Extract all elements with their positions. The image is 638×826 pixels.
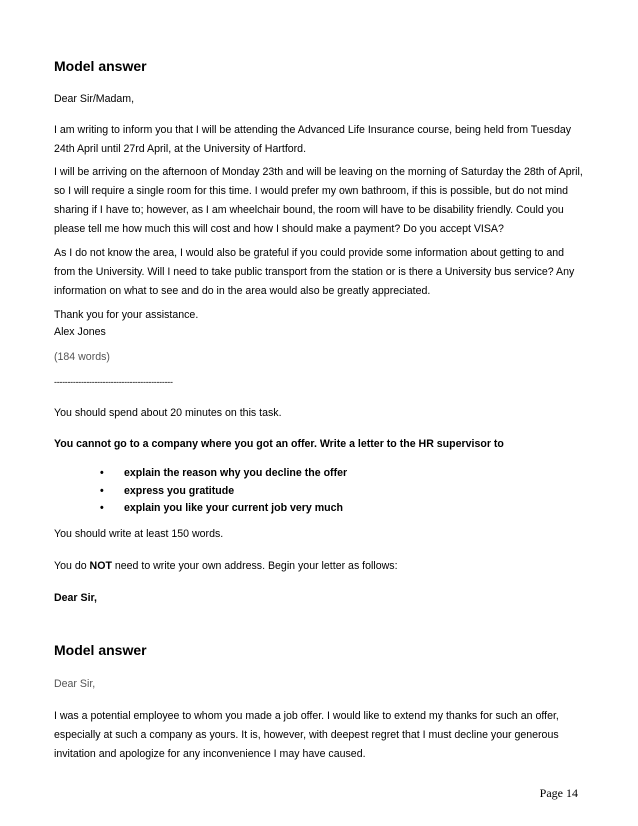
task-bullet-list (100, 465, 347, 518)
paragraph-3 (54, 244, 594, 301)
text-segment: You do (54, 560, 90, 572)
closing-block (54, 307, 594, 341)
salutation-2: Dear Sir, (54, 678, 96, 690)
bullet-item: • express you gratitude (100, 483, 347, 501)
text-line: so I will require a single room for this time. I would prefer my own bathroom, if this is possible, but do not mind (54, 185, 569, 197)
address-instruction (54, 557, 594, 576)
text-line: As I do not know the area, I would also be grateful if you could provide some information about getting to and (54, 247, 564, 259)
bullet-item: • explain you like your current job very much (100, 500, 347, 518)
section2-heading: Model answer (54, 642, 147, 658)
bullet-item: • explain the reason why you decline the offer (100, 465, 347, 483)
page-number: Page 14 (539, 786, 578, 800)
text-line: I will be arriving on the afternoon of Monday 23th and will be leaving on the morning of Saturday the 28th of April, (54, 166, 583, 178)
text-line: from the University. Will I need to take public transport from the station or is there a University bus service? Any (54, 266, 575, 278)
salutation: Dear Sir/Madam, (54, 93, 135, 105)
text-line: I was a potential employee to whom you made a job offer. I would like to extend my thanks for such an offer, (54, 710, 559, 722)
text-line: sharing if I have to; however, as I am wheelchair bound, the room will have to be disability friendly. Could you (54, 204, 564, 216)
word-count: (184 words) (54, 351, 110, 363)
answer-paragraph (54, 707, 594, 764)
text-line: I am writing to inform you that I will be attending the Advanced Life Insurance course, being held from Tuesday (54, 124, 572, 136)
text-line: invitation and apologize for any inconvenience I may have caused. (54, 748, 366, 760)
task-prompt: You cannot go to a company where you got an offer. Write a letter to the HR supervisor to (54, 438, 504, 450)
task-time: You should spend about 20 minutes on this task. (54, 407, 282, 419)
word-requirement: You should write at least 150 words. (54, 528, 224, 540)
section1-heading: Model answer (54, 58, 147, 74)
not-emphasis: NOT (89, 560, 112, 572)
paragraph-2 (54, 163, 594, 239)
separator-line: -------------------------------------------- (54, 377, 173, 387)
text-line: please tell me how much this will cost and how I should make a payment? Do you accept VISA? (54, 223, 504, 235)
text-line: especially at such a company as yours. It is, however, with deepest regret that I must decline your generous (54, 729, 559, 741)
letter-opening: Dear Sir, (54, 592, 97, 604)
signature: Alex Jones (54, 326, 106, 338)
text-line: information on what to see and do in the area would also be greatly appreciated. (54, 285, 431, 297)
closing-line: Thank you for your assistance. (54, 309, 199, 321)
text-segment: need to write your own address. Begin your letter as follows: (111, 560, 398, 572)
paragraph-1 (54, 121, 594, 159)
text-line: 24th April until 27rd April, at the University of Hartford. (54, 143, 307, 155)
